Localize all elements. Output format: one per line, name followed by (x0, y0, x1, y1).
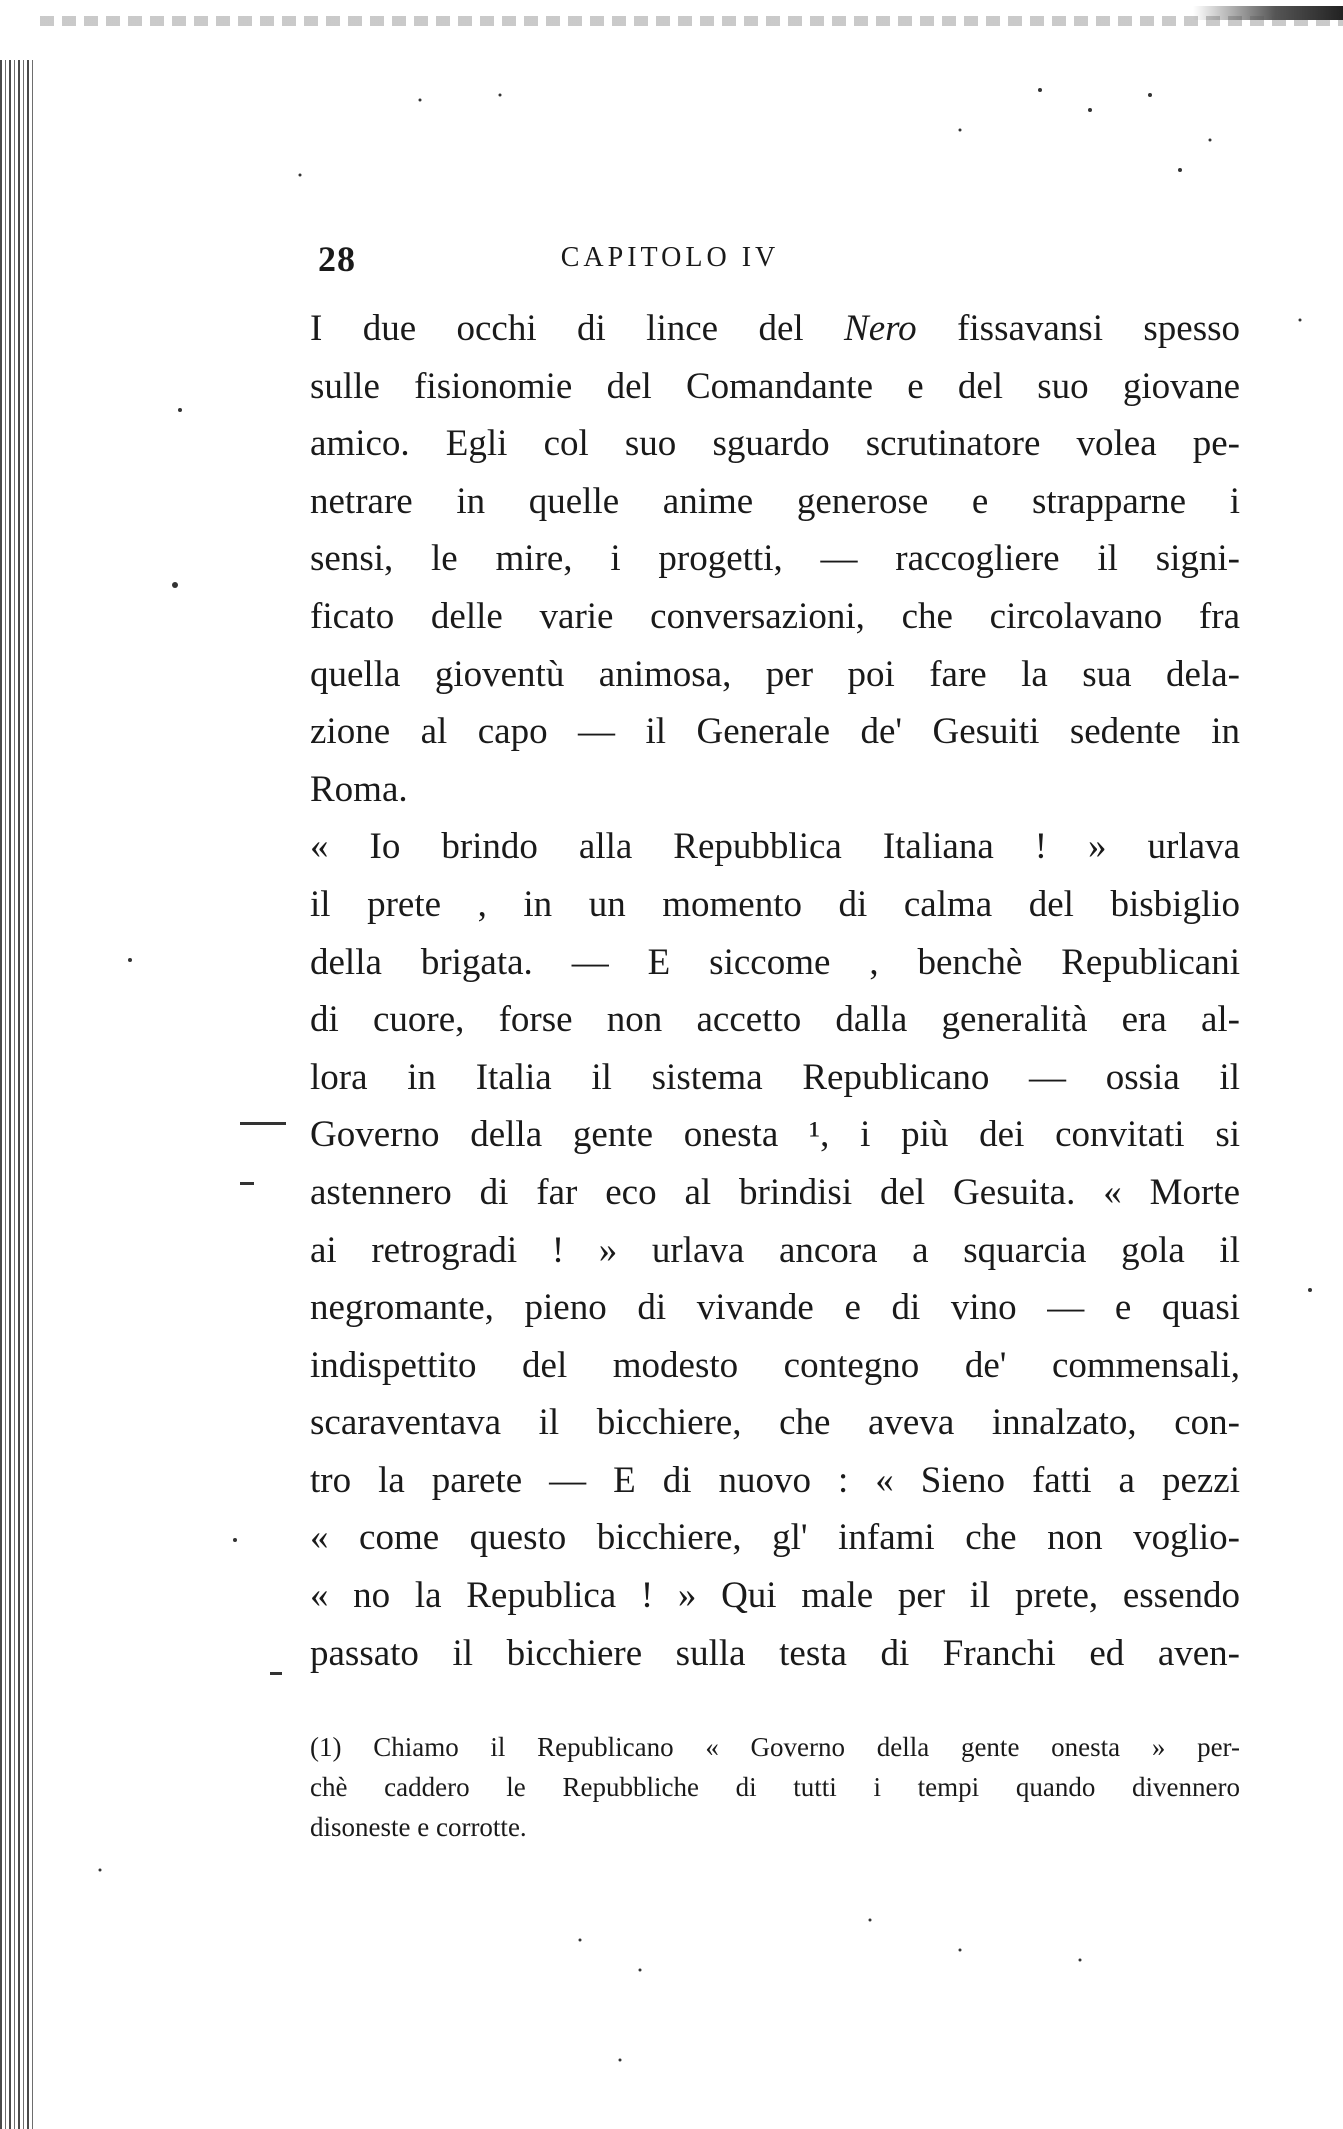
running-head (0, 238, 1343, 282)
body-line: sensi, le mire, i progetti, — raccogliere il signi- (310, 538, 1240, 580)
footnote (310, 1727, 1240, 1847)
page-number: 28 (318, 239, 356, 279)
top-edge-scan-artifact (40, 16, 1343, 26)
body-line: lora in Italia il sistema Republicano — ossia il (310, 1056, 1240, 1098)
body-line: netrare in quelle anime generose e strapparne i (310, 480, 1240, 522)
body-line: il prete , in un momento di calma del bisbiglio (310, 883, 1240, 925)
body-line: ficato delle varie conversazioni, che circolavano fra (310, 595, 1240, 637)
corner-scan-artifact (1193, 6, 1343, 20)
chapter-title: CAPITOLO IV (560, 242, 780, 273)
body-line: Roma. (310, 768, 408, 810)
body-line: « Io brindo alla Repubblica Italiana ! » urlava (310, 826, 1240, 868)
body-line: negromante, pieno di vivande e di vino — e quasi (310, 1287, 1240, 1329)
footnote-line: disoneste e corrotte. (310, 1812, 527, 1842)
body-line: amico. Egli col suo sguardo scrutinatore volea pe- (310, 423, 1240, 465)
body-line: sulle fisionomie del Comandante e del suo giovane (310, 365, 1240, 407)
footnote-line: (1) Chiamo il Republicano « Governo della gente onesta » per- (310, 1732, 1240, 1762)
body-line: I due occhi di lince del Nero fissavansi spesso (310, 308, 1240, 349)
body-line: tro la parete — E di nuovo : « Sieno fatti a pezzi (310, 1459, 1240, 1501)
body-line: « come questo bicchiere, gl' infami che non voglio- (310, 1517, 1240, 1559)
body-line: ai retrogradi ! » urlava ancora a squarcia gola il (310, 1229, 1240, 1271)
binding-edge-scan-artifact (0, 60, 34, 2129)
footnote-line: chè caddero le Repubbliche di tutti i tempi quando divennero (310, 1772, 1240, 1802)
body-line: quella gioventù animosa, per poi fare la sua dela- (310, 653, 1240, 695)
body-text (310, 300, 1240, 1682)
body-line: zione al capo — il Generale de' Gesuiti sedente in (310, 711, 1240, 753)
body-line: della brigata. — E siccome , benchè Republicani (310, 941, 1240, 983)
body-line: Governo della gente onesta ¹, i più dei convitati si (310, 1114, 1240, 1156)
body-line: « no la Republica ! » Qui male per il prete, essendo (310, 1575, 1240, 1617)
body-line: astennero di far eco al brindisi del Gesuita. « Morte (310, 1171, 1240, 1213)
body-line: passato il bicchiere sulla testa di Franchi ed aven- (310, 1632, 1240, 1674)
body-line: scaraventava il bicchiere, che aveva innalzato, con- (310, 1402, 1240, 1444)
body-line: indispettito del modesto contegno de' commensali, (310, 1344, 1240, 1386)
body-line: di cuore, forse non accetto dalla generalità era al- (310, 999, 1240, 1041)
